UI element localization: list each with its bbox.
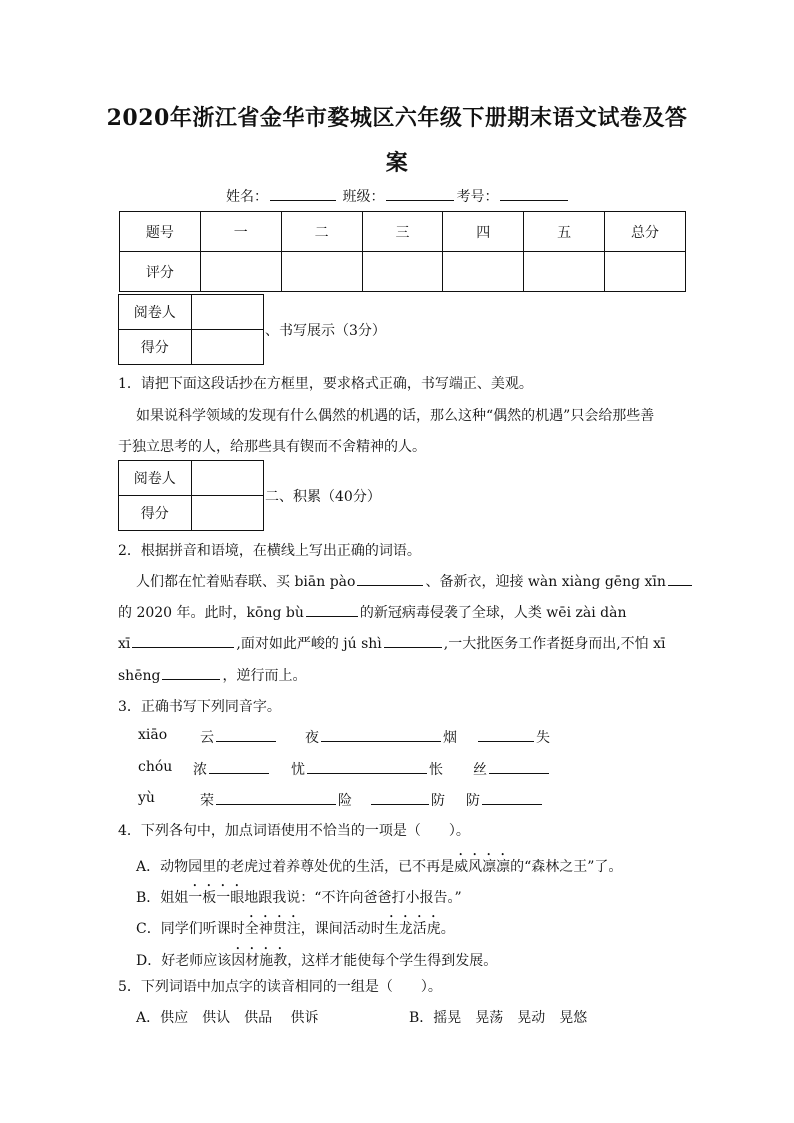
q3-char: 防 xyxy=(466,793,480,809)
option-text: ，这样才能使每个学生得到发展。 xyxy=(287,953,498,969)
q2-text: xī xyxy=(118,636,131,652)
question-3: 3．正确书写下列同音字。 xyxy=(118,699,281,715)
answer-blank[interactable] xyxy=(384,633,442,648)
reviewer-label: 阅卷人 xyxy=(119,295,192,330)
q2-text: 、备新衣，迎接 wàn xiàng gēng xīn xyxy=(425,574,666,590)
q3-row-2 xyxy=(193,759,271,779)
option-text: A．动物园里的老虎过着养尊处优的生活，已不再是 xyxy=(136,859,455,875)
q3-char: 夜 xyxy=(305,730,319,746)
q2-line-4 xyxy=(118,665,306,685)
q3-pinyin: xiāo xyxy=(138,727,168,743)
q3-char: 怅 xyxy=(429,762,443,778)
q4-option-b[interactable] xyxy=(136,882,462,907)
answer-blank[interactable] xyxy=(132,633,234,648)
question-4: 4．下列各句中，加点词语使用不恰当的一项是（ ）。 xyxy=(118,823,470,839)
q4-option-c[interactable] xyxy=(136,913,455,938)
reviewer-label: 阅卷人 xyxy=(119,461,192,496)
q3-char: 浓 xyxy=(193,762,207,778)
answer-blank[interactable] xyxy=(668,571,692,586)
q3-char: 险 xyxy=(338,793,352,809)
q3-pinyin: chóu xyxy=(138,759,173,775)
reviewer-cell[interactable] xyxy=(191,295,264,330)
answer-blank[interactable] xyxy=(478,727,534,742)
q5-option-b[interactable]: B．摇晃 晃荡 晃动 晃悠 xyxy=(409,1010,588,1026)
answer-blank[interactable] xyxy=(357,571,423,586)
q4-option-d[interactable] xyxy=(136,945,497,970)
q5-option-a[interactable]: A．供应 供认 供品 供诉 xyxy=(136,1010,319,1026)
exam-no-blank[interactable] xyxy=(500,186,568,201)
passage-line-1: 如果说科学领域的发现有什么偶然的机遇的话，那么这种“偶然的机遇”只会给那些善 xyxy=(136,408,655,424)
q3-row-3b xyxy=(369,790,445,810)
answer-blank[interactable] xyxy=(482,790,542,805)
q2-text: 的 2020 年。此时，kōng bù xyxy=(118,605,304,621)
score-cell[interactable] xyxy=(524,252,605,292)
q3-row-3c xyxy=(466,790,544,810)
q3-char: 防 xyxy=(431,793,445,809)
q3-row-3 xyxy=(200,790,352,810)
score-input-cell[interactable] xyxy=(191,330,264,365)
q3-char: 忧 xyxy=(291,762,305,778)
score-header-cell: 总分 xyxy=(605,212,686,252)
section2-heading: 二、积累（40分） xyxy=(265,489,381,505)
dotted-phrase: 因材施教 xyxy=(231,953,288,969)
q3-char: 失 xyxy=(536,730,550,746)
question-5: 5．下列词语中加点字的读音相同的一组是（ ）。 xyxy=(118,979,442,995)
q3-char: 云 xyxy=(200,730,214,746)
q4-option-a[interactable] xyxy=(136,851,622,876)
q3-row-1c xyxy=(476,727,550,747)
dotted-phrase: 生龙活虎 xyxy=(384,921,441,937)
answer-blank[interactable] xyxy=(209,759,269,774)
option-text: ，课间活动时 xyxy=(300,921,385,937)
answer-blank[interactable] xyxy=(216,727,276,742)
score-label: 得分 xyxy=(119,496,192,531)
q2-text: ，逆行而上。 xyxy=(222,668,307,684)
answer-blank[interactable] xyxy=(371,790,429,805)
answer-blank[interactable] xyxy=(216,790,336,805)
score-header-cell: 题号 xyxy=(120,212,201,252)
dotted-phrase: 一板一眼 xyxy=(188,890,245,906)
exam-title-line2: 案 xyxy=(385,150,409,176)
q2-text: ,一大批医务工作者挺身而出,不怕 xī xyxy=(443,636,666,652)
score-table xyxy=(119,211,686,292)
score-label: 得分 xyxy=(119,330,192,365)
score-cell[interactable] xyxy=(362,252,443,292)
student-info-line xyxy=(226,186,570,206)
option-text: 的“森林之王”了。 xyxy=(510,859,623,875)
answer-blank[interactable] xyxy=(321,727,441,742)
grader-box-1 xyxy=(118,294,264,365)
option-text: 。 xyxy=(440,921,455,937)
score-input-cell[interactable] xyxy=(191,496,264,531)
score-table-header-row xyxy=(120,212,686,252)
option-text: D．好老师应该 xyxy=(136,953,232,969)
q2-line-2 xyxy=(118,602,626,622)
section1-heading: 、书写展示（3分） xyxy=(265,323,386,339)
q2-text: 人们都在忙着贴春联、买 biān pào xyxy=(136,574,356,590)
q2-line-3 xyxy=(118,633,666,653)
score-cell[interactable] xyxy=(281,252,362,292)
name-label: 姓名： xyxy=(226,189,268,205)
q3-char: 荣 xyxy=(200,793,214,809)
score-header-cell: 三 xyxy=(362,212,443,252)
score-header-cell: 二 xyxy=(281,212,362,252)
option-text: C．同学们听课时 xyxy=(136,921,245,937)
exam-no-label: 考号： xyxy=(456,189,499,205)
score-header-cell: 一 xyxy=(200,212,281,252)
score-cell[interactable] xyxy=(443,252,524,292)
q3-row-1 xyxy=(200,727,278,747)
name-blank[interactable] xyxy=(270,186,336,201)
question-2: 2．根据拼音和语境，在横线上写出正确的词语。 xyxy=(118,543,421,559)
passage-line-2: 于独立思考的人，给那些具有锲而不舍精神的人。 xyxy=(118,439,426,455)
dotted-phrase: 全神贯注 xyxy=(244,921,301,937)
class-label: 班级： xyxy=(342,189,385,205)
q3-pinyin: yù xyxy=(138,790,155,806)
option-text: B．姐姐 xyxy=(136,890,189,906)
score-cell[interactable] xyxy=(605,252,686,292)
q3-row-1b xyxy=(305,727,457,747)
q3-row-2c xyxy=(473,759,551,779)
answer-blank[interactable] xyxy=(307,759,427,774)
reviewer-cell[interactable] xyxy=(191,461,264,496)
question-1: 1．请把下面这段话抄在方框里，要求格式正确，书写端正、美观。 xyxy=(118,376,533,392)
score-cell[interactable] xyxy=(200,252,281,292)
q2-text: ,面对如此严峻的 jú shì xyxy=(236,636,382,652)
score-table-score-row xyxy=(120,252,686,292)
q3-char: 烟 xyxy=(443,730,457,746)
q2-line-1 xyxy=(136,571,694,591)
q3-char: 丝 xyxy=(473,762,487,778)
option-text: 地跟我说：“不许向爸爸打小报告。” xyxy=(244,890,462,906)
q2-text: 的新冠病毒侵袭了全球，人类 wēi zài dàn xyxy=(359,605,627,621)
q3-row-2b xyxy=(291,759,443,779)
answer-blank[interactable] xyxy=(489,759,549,774)
class-blank[interactable] xyxy=(386,186,454,201)
score-row-label: 评分 xyxy=(120,252,201,292)
score-header-cell: 四 xyxy=(443,212,524,252)
answer-blank[interactable] xyxy=(306,602,358,617)
dotted-phrase: 威风凛凛 xyxy=(454,859,511,875)
q2-text: shēng xyxy=(118,668,161,684)
exam-title-line1: 2020年浙江省金华市婺城区六年级下册期末语文试卷及答 xyxy=(106,105,688,131)
grader-box-2 xyxy=(118,460,264,531)
answer-blank[interactable] xyxy=(162,665,220,680)
score-header-cell: 五 xyxy=(524,212,605,252)
